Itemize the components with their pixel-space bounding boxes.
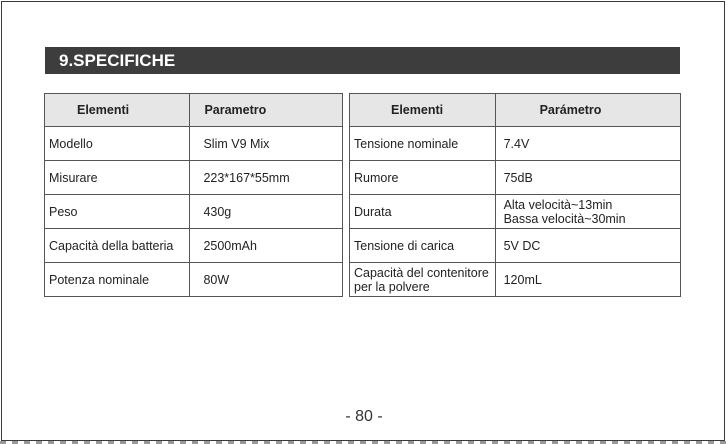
spec-label-line: Tensione di carica [354, 238, 455, 253]
spec-value: 223*167*55mm [190, 161, 343, 195]
spec-table-right [349, 93, 681, 297]
table-row [45, 263, 343, 297]
section-title: 9.SPECIFICHE [59, 51, 176, 70]
spec-value-line: 5V DC [503, 238, 541, 253]
spec-value-line: Alta velocità~13min [503, 197, 613, 212]
spec-label [350, 161, 496, 195]
table-header-row [350, 94, 681, 127]
table-row [45, 229, 343, 263]
spec-label: Peso [45, 195, 190, 229]
spec-label-line: Tensione nominale [354, 136, 459, 151]
table-row [45, 161, 343, 195]
column-header-parameter: Parametro [190, 94, 343, 127]
spec-label [350, 263, 496, 297]
spec-value [495, 229, 680, 263]
column-header-items: Elementi [350, 94, 496, 127]
table-row [45, 195, 343, 229]
spec-label: Capacità della batteria [45, 229, 190, 263]
table-row [350, 263, 681, 297]
spec-value: 80W [190, 263, 343, 297]
spec-label [350, 127, 496, 161]
spec-value [495, 161, 680, 195]
spec-label-line: Durata [354, 204, 392, 219]
spec-label-line: Capacità del contenitore [354, 265, 489, 280]
table-row [350, 195, 681, 229]
spec-value [495, 263, 680, 297]
spec-table-left [44, 93, 343, 297]
spec-value-line: Bassa velocità~30min [503, 211, 626, 226]
spec-label: Modello [45, 127, 190, 161]
spec-value-line: 7.4V [503, 136, 530, 151]
spec-label: Potenza nominale [45, 263, 190, 297]
spec-value: Slim V9 Mix [190, 127, 343, 161]
spec-label: Misurare [45, 161, 190, 195]
spec-value-line: 120mL [503, 272, 542, 287]
spec-value-line: 75dB [503, 170, 533, 185]
spec-label [350, 195, 496, 229]
table-row [45, 127, 343, 161]
spec-value: 2500mAh [190, 229, 343, 263]
table-header-row [45, 94, 343, 127]
spec-label [350, 229, 496, 263]
column-header-items: Elementi [45, 94, 190, 127]
spec-value: 430g [190, 195, 343, 229]
section-header [45, 47, 680, 74]
spec-value [495, 127, 680, 161]
table-row [350, 229, 681, 263]
table-row [350, 161, 681, 195]
spec-value [495, 195, 680, 229]
column-header-parameter: Parámetro [495, 94, 680, 127]
page-number: - 80 - [345, 408, 383, 425]
spec-label-line: per la polvere [354, 279, 430, 294]
table-row [350, 127, 681, 161]
spec-label-line: Rumore [354, 170, 399, 185]
